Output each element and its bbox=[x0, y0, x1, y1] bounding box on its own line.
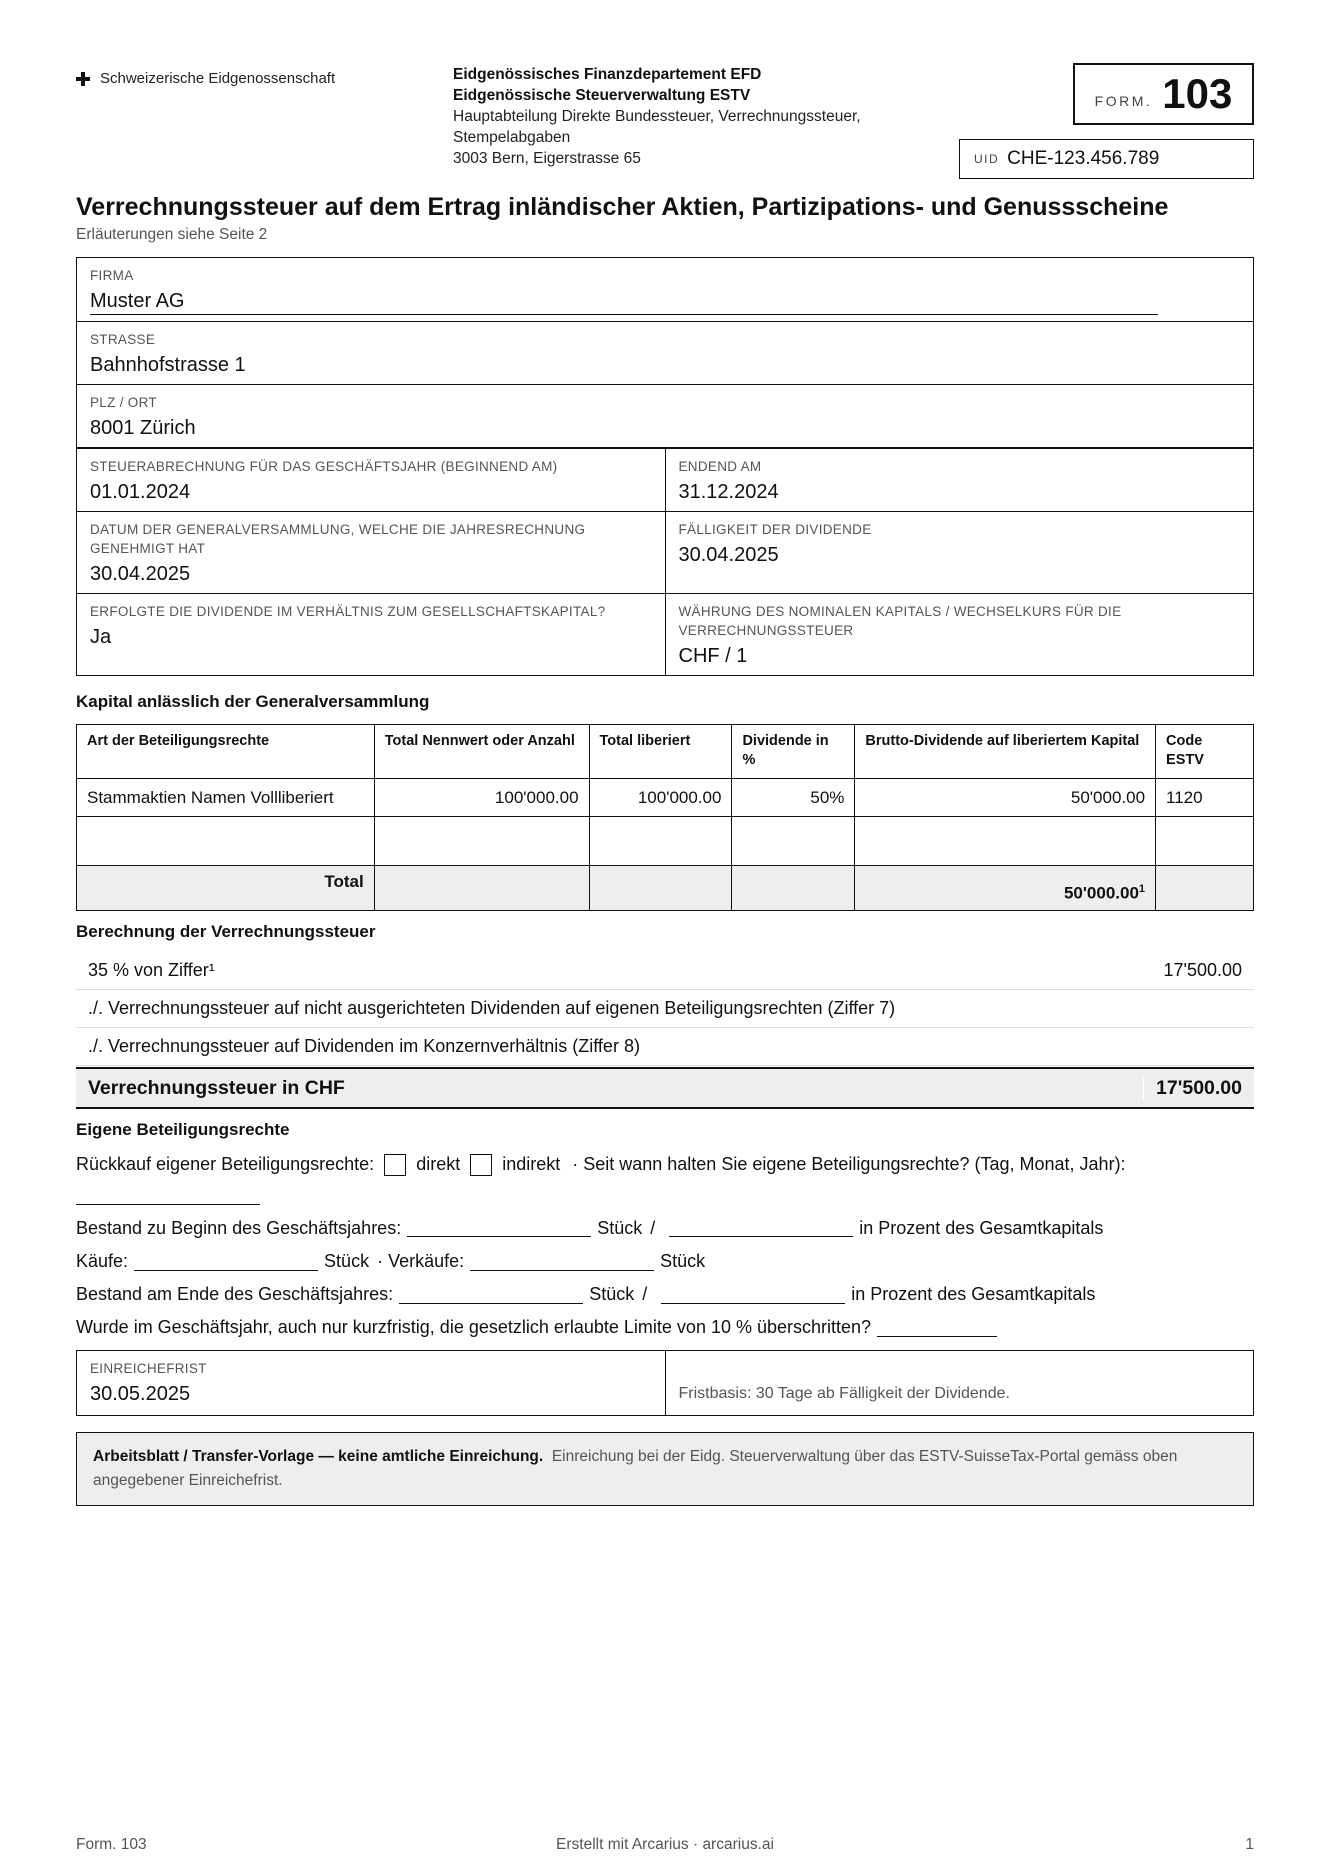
end-pieces-field[interactable] bbox=[399, 1286, 583, 1304]
end-stock-line bbox=[76, 1278, 1254, 1311]
cell-empty[interactable] bbox=[589, 817, 732, 866]
due-value: 30.04.2025 bbox=[678, 544, 779, 566]
disclaimer-text: Einreichung bei der Eidg. Steuerverwaltung über das ESTV-SuisseTax-Portal gemäss oben angegebener Einreichefrist. bbox=[93, 1448, 1178, 1489]
department-address bbox=[453, 64, 903, 169]
form-number: 103 bbox=[1162, 70, 1233, 117]
sales-label: · Verkäufe: bbox=[377, 1251, 465, 1271]
begin-label: Bestand zu Beginn des Geschäftsjahres: bbox=[76, 1217, 402, 1238]
trades-line bbox=[76, 1245, 1254, 1278]
field-strasse[interactable] bbox=[77, 322, 1253, 384]
calc-row-group bbox=[76, 1028, 1254, 1066]
field-fy-start[interactable] bbox=[77, 449, 665, 511]
cell-empty[interactable] bbox=[732, 817, 855, 866]
row-assembly bbox=[77, 511, 1253, 593]
deadline-label: EINREICHEFRIST bbox=[90, 1361, 207, 1376]
calc-row-35pct bbox=[76, 952, 1254, 990]
table-total-row bbox=[77, 866, 1254, 911]
dept-address: 3003 Bern, Eigerstrasse 65 bbox=[453, 150, 641, 167]
field-firma[interactable] bbox=[77, 258, 1253, 321]
disclaimer-box bbox=[76, 1432, 1254, 1506]
total-gross-dividend bbox=[855, 866, 1156, 911]
tax-calculation bbox=[76, 952, 1254, 1109]
company-fields bbox=[76, 257, 1254, 676]
cell-empty[interactable] bbox=[855, 817, 1156, 866]
slash: / bbox=[642, 1284, 648, 1304]
gv-value: 30.04.2025 bbox=[90, 563, 191, 585]
indirect-checkbox[interactable] bbox=[470, 1154, 492, 1176]
own-shares-title: Eigene Beteiligungsrechte bbox=[76, 1120, 290, 1139]
page-title: Verrechnungssteuer auf dem Ertrag inländischer Aktien, Partizipations- und Genussscheine bbox=[76, 193, 1169, 221]
sales-field[interactable] bbox=[470, 1253, 654, 1271]
confederation-logo bbox=[76, 70, 335, 87]
pieces-label: Stück bbox=[589, 1284, 635, 1304]
field-gv-date[interactable] bbox=[77, 512, 665, 593]
field-currency[interactable] bbox=[665, 594, 1254, 675]
cell-empty bbox=[1156, 866, 1254, 911]
cell-empty bbox=[374, 866, 589, 911]
currency-value: CHF / 1 bbox=[678, 645, 748, 667]
capital-section-title: Kapital anlässlich der Generalversammlung bbox=[76, 692, 430, 711]
cell-empty[interactable] bbox=[1156, 817, 1254, 866]
table-row-empty bbox=[77, 817, 1254, 866]
cell-type[interactable]: Stammaktien Namen Vollliberiert bbox=[77, 779, 375, 817]
col-header: Art der Beteiligungsrechte bbox=[77, 725, 375, 779]
row-ratio-currency bbox=[77, 593, 1253, 675]
begin-pieces-field[interactable] bbox=[407, 1219, 591, 1237]
table-header-row bbox=[77, 725, 1254, 779]
footer-credit: Erstellt mit Arcarius · arcarius.ai bbox=[556, 1836, 774, 1853]
buys-field[interactable] bbox=[134, 1253, 318, 1271]
col-header: Total liberiert bbox=[589, 725, 732, 779]
pieces-label: Stück bbox=[597, 1217, 643, 1238]
row-plz bbox=[77, 384, 1253, 447]
ratio-label: ERFOLGTE DIE DIVIDENDE IM VERHÄLTNIS ZUM GESELLSCHAFTSKAPITAL? bbox=[90, 604, 606, 619]
calc-row-label: 35 % von Ziffer¹ bbox=[88, 960, 215, 980]
col-header: Dividende in % bbox=[732, 725, 855, 779]
buyback-line bbox=[76, 1148, 1254, 1181]
total-label: Total bbox=[77, 866, 375, 911]
begin-stock-line bbox=[76, 1211, 1254, 1245]
dept-estv: Eidgenössische Steuerverwaltung ESTV bbox=[453, 87, 751, 104]
field-deadline[interactable] bbox=[77, 1351, 665, 1415]
page-number: 1 bbox=[1245, 1836, 1254, 1853]
since-label: · Seit wann halten Sie eigene Beteiligungsrechte? (Tag, Monat, Jahr): bbox=[572, 1154, 1126, 1174]
cell-dividend-pct[interactable]: 50% bbox=[732, 779, 855, 817]
table-row bbox=[77, 779, 1254, 817]
cell-empty[interactable] bbox=[77, 817, 375, 866]
footnote-marker: 1 bbox=[1138, 883, 1146, 896]
col-header: Brutto-Dividende auf liberiertem Kapital bbox=[855, 725, 1156, 779]
gv-label: DATUM DER GENERALVERSAMMLUNG, WELCHE DIE JAHRESRECHNUNG GENEHMIGT HAT bbox=[90, 522, 586, 556]
calc-row-value: 17'500.00 bbox=[1163, 960, 1242, 980]
pieces-label: Stück bbox=[324, 1251, 370, 1271]
buys-label: Käufe: bbox=[76, 1251, 129, 1271]
field-fy-end[interactable] bbox=[665, 449, 1254, 511]
plz-label: PLZ / ORT bbox=[90, 395, 157, 410]
fy-start-label: STEUERABRECHNUNG FÜR DAS GESCHÄFTSJAHR (BEGINNEND AM) bbox=[90, 459, 558, 474]
cell-gross-dividend[interactable]: 50'000.00 bbox=[855, 779, 1156, 817]
limit-label: Wurde im Geschäftsjahr, auch nur kurzfristig, die gesetzlich erlaubte Limite von 10 % überschritten? bbox=[76, 1317, 872, 1337]
firma-label: FIRMA bbox=[90, 268, 134, 283]
disclaimer-bold: Arbeitsblatt / Transfer-Vorlage — keine amtliche Einreichung. bbox=[93, 1448, 544, 1465]
strasse-value: Bahnhofstrasse 1 bbox=[90, 354, 246, 376]
limit-answer-field[interactable] bbox=[877, 1319, 997, 1337]
cell-paid[interactable]: 100'000.00 bbox=[589, 779, 732, 817]
row-fiscal-year bbox=[77, 447, 1253, 511]
strasse-label: STRASSE bbox=[90, 332, 156, 347]
dept-division-cont: Stempelabgaben bbox=[453, 129, 571, 146]
col-header: Total Nennwert oder Anzahl bbox=[374, 725, 589, 779]
ratio-value: Ja bbox=[90, 626, 112, 648]
capital-table bbox=[76, 724, 1254, 911]
confederation-name: Schweizerische Eidgenossenschaft bbox=[100, 70, 336, 87]
swiss-cross-icon bbox=[76, 72, 90, 86]
indirect-label: indirekt bbox=[502, 1154, 561, 1174]
dept-efd: Eidgenössisches Finanzdepartement EFD bbox=[453, 66, 762, 83]
dept-division: Hauptabteilung Direkte Bundessteuer, Verrechnungssteuer, bbox=[453, 108, 861, 125]
calc-row-own-shares bbox=[76, 990, 1254, 1028]
deadline-value: 30.05.2025 bbox=[90, 1383, 191, 1405]
calc-total-row bbox=[76, 1067, 1254, 1109]
calc-total-label: Verrechnungssteuer in CHF bbox=[88, 1076, 345, 1099]
end-percent-field[interactable] bbox=[661, 1286, 845, 1304]
fy-start-value: 01.01.2024 bbox=[90, 481, 191, 503]
currency-label: WÄHRUNG DES NOMINALEN KAPITALS / WECHSELKURS FÜR DIE VERRECHNUNGSSTEUER bbox=[678, 604, 1122, 638]
own-shares-section bbox=[76, 1148, 1254, 1344]
field-dividend-due[interactable] bbox=[665, 512, 1254, 593]
uid-box bbox=[959, 139, 1254, 179]
footer-form: Form. 103 bbox=[76, 1836, 147, 1853]
form-label: FORM. bbox=[1094, 93, 1153, 109]
due-label: FÄLLIGKEIT DER DIVIDENDE bbox=[678, 522, 872, 537]
percent-label: in Prozent des Gesamtkapitals bbox=[859, 1217, 1104, 1238]
end-label: Bestand am Ende des Geschäftsjahres: bbox=[76, 1284, 394, 1304]
deadline-box bbox=[76, 1350, 1254, 1416]
cell-empty bbox=[589, 866, 732, 911]
pieces-label: Stück bbox=[660, 1251, 706, 1271]
field-ratio[interactable] bbox=[77, 594, 665, 675]
buyback-label: Rückkauf eigener Beteiligungsrechte: bbox=[76, 1154, 375, 1174]
calc-total-value: 17'500.00 bbox=[1143, 1077, 1242, 1100]
direct-checkbox[interactable] bbox=[384, 1154, 406, 1176]
fy-end-value: 31.12.2024 bbox=[678, 481, 779, 503]
cell-empty bbox=[732, 866, 855, 911]
field-plz-ort[interactable] bbox=[77, 385, 1253, 447]
row-strasse bbox=[77, 321, 1253, 384]
slash: / bbox=[650, 1217, 656, 1238]
fy-end-label: ENDEND AM bbox=[678, 459, 762, 474]
form-page bbox=[76, 0, 1254, 1871]
percent-label: in Prozent des Gesamtkapitals bbox=[851, 1284, 1096, 1304]
cell-nominal[interactable]: 100'000.00 bbox=[374, 779, 589, 817]
begin-percent-field[interactable] bbox=[669, 1219, 853, 1237]
calc-row-label: ./. Verrechnungssteuer auf nicht ausgerichteten Dividenden auf eigenen Beteiligungsrechten (Ziffer 7) bbox=[88, 998, 896, 1018]
col-header: Code ESTV bbox=[1156, 725, 1254, 779]
cell-code[interactable]: 1120 bbox=[1156, 779, 1254, 817]
total-value: 50'000.00 bbox=[1063, 884, 1139, 903]
plz-value: 8001 Zürich bbox=[90, 417, 196, 439]
form-number-box bbox=[1073, 63, 1254, 125]
since-date-field[interactable] bbox=[76, 1187, 260, 1205]
firma-value: Muster AG bbox=[90, 288, 1158, 315]
row-firma bbox=[77, 258, 1253, 321]
deadline-note: Fristbasis: 30 Tage ab Fälligkeit der Dividende. bbox=[665, 1351, 1254, 1415]
page-subtitle: Erläuterungen siehe Seite 2 bbox=[76, 226, 268, 243]
calc-section-title: Berechnung der Verrechnungssteuer bbox=[76, 922, 376, 941]
since-line bbox=[76, 1181, 1254, 1211]
cell-empty[interactable] bbox=[374, 817, 589, 866]
calc-row-label: ./. Verrechnungssteuer auf Dividenden im Konzernverhältnis (Ziffer 8) bbox=[88, 1036, 640, 1056]
direct-label: direkt bbox=[416, 1154, 461, 1174]
uid-value: CHE-123.456.789 bbox=[1007, 148, 1160, 169]
limit-line bbox=[76, 1311, 1254, 1344]
uid-label: UID bbox=[974, 152, 1000, 166]
